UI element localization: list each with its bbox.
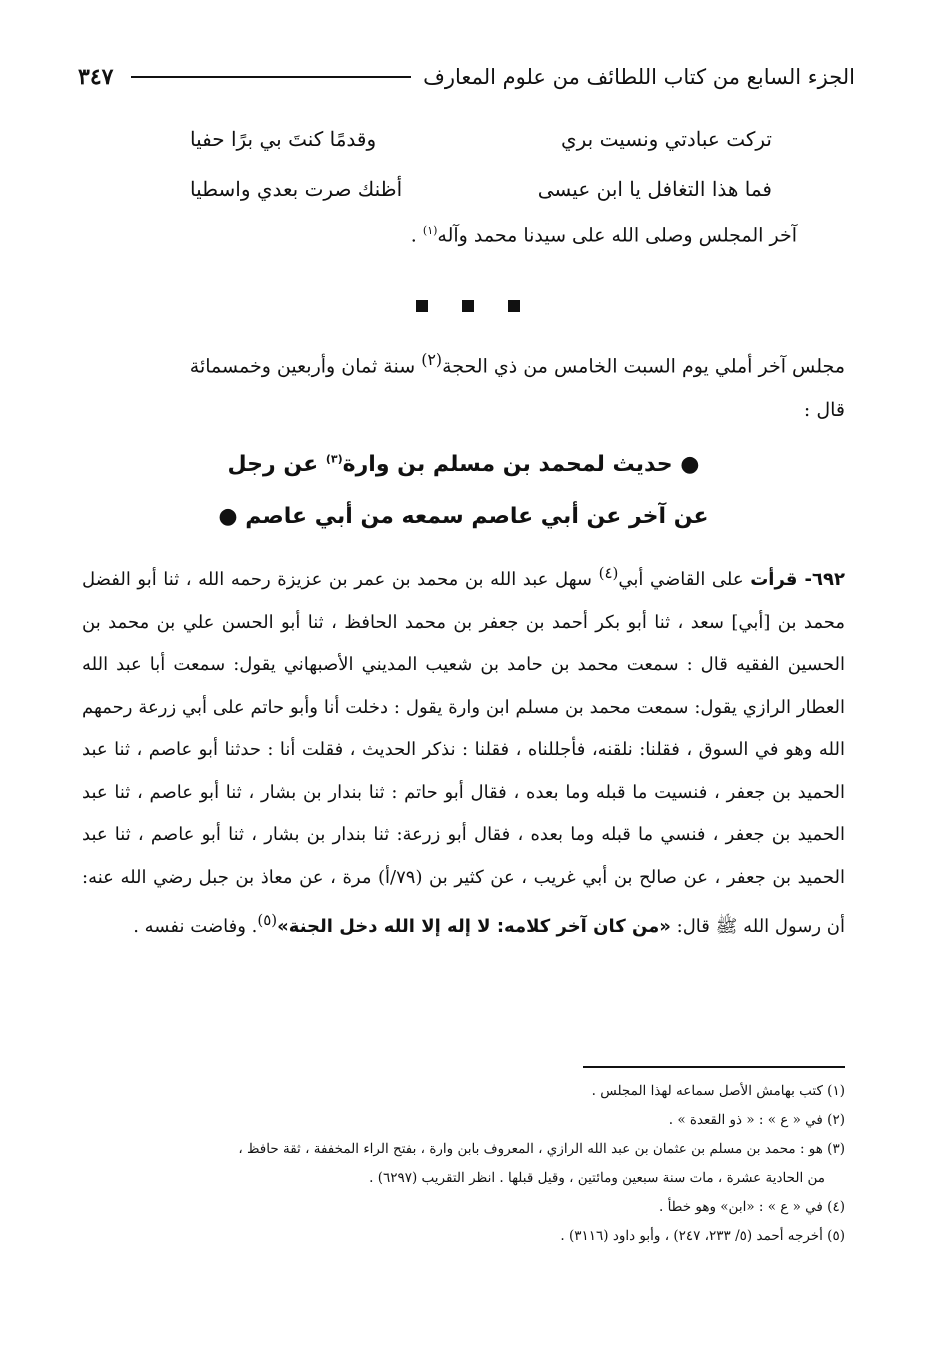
header-rule: [131, 76, 411, 78]
hadith-text: . وفاضت نفسه .: [133, 916, 258, 937]
intro-text: مجلس آخر أملي يوم السبت الخامس من ذي الحجة: [442, 355, 845, 378]
footnote-ref: (٥): [257, 911, 278, 929]
footnote-ref: (٤): [598, 564, 619, 582]
footnotes: [80, 1077, 845, 1251]
footnote-rule: [583, 1066, 845, 1068]
section-separator: [4, 300, 927, 312]
intro-text-cont: سنة ثمان وأربعين وخمسمائة: [189, 355, 422, 378]
hadith-number: ٦٩٢- قرأت: [750, 569, 845, 590]
verse-first-hemistich: فما هذا التغافل يا ابن عيسى: [537, 177, 772, 201]
verse-second-hemistich: أظنك صرت بعدي واسطيا: [190, 177, 403, 201]
page-number: ٣٤٧: [78, 64, 114, 90]
closing-text: آخر المجلس وصلى الله على سيدنا محمد وآله: [437, 224, 797, 247]
hadith-heading-line1: [60, 452, 867, 477]
hadith-quote: «من كان آخر كلامه: لا إله إلا الله دخل الجنة»: [277, 916, 671, 937]
footnote: [80, 1135, 845, 1193]
hadith-heading-line2: عن آخر عن أبي عاصم سمعه من أبي عاصم ●: [218, 504, 709, 529]
verse-first-hemistich: تركت عبادتي ونسيت بري: [560, 127, 772, 151]
footnote-ref: (٣): [325, 452, 343, 466]
poem-verse: [190, 114, 772, 164]
footnote-text: (٣) هو : محمد بن مسلم بن عثمان بن عبد الله الرازي ، المعروف بابن وارة ، بفتح الراء المخففة ، ثقة حافظ ،: [238, 1141, 845, 1157]
intro-said: قال :: [803, 399, 845, 422]
footnote: (٢) في « ع » : « ذو القعدة » .: [668, 1112, 845, 1128]
hadith-paragraph: [82, 552, 845, 949]
footnote-ref: (٢): [421, 350, 443, 369]
footnote: (١) كتب بهامش الأصل سماعه لهذا المجلس .: [591, 1083, 845, 1099]
running-title: الجزء السابع من كتاب اللطائف من علوم المعارف: [423, 65, 855, 89]
hadith-text: سهل عبد الله بن محمد بن عمر بن عزيزة رحمه الله ، ثنا أبو الفضل محمد بن [أبي] سعد ، ثنا أبو بكر أحمد بن جعفر بن محمد الحافظ ، ثنا أبو الحسن علي بن محمد بن الحسين الفقيه قال : سمعت محمد بن حامد بن شعيب المديني الأصبهاني يقول: سمعت أبا عبد الله العطار الرازي يقول: سمعت محمد بن مسلم ابن وارة يقول : دخلت أنا وأبو حاتم على أبي زرعة رحمهم الله وهو في السوق ، فقلنا: نلقنه، فأجللناه ، فقلنا : نذكر الحديث ، فقلت أنا : حدثنا أبو عاصم ، ثنا عبد الحميد بن جعفر ، فنسيت ما قبله وما بعده ، فقال أبو حاتم : ثنا بندار بن بشار ، ثنا أبو عاصم ، ثنا عبد الحميد بن جعفر ، فنسي ما قبله وما بعده ، فقال أبو زرعة: ثنا بندار بن بشار ، ثنا أبو عاصم ، ثنا عبد الحميد بن جعفر ، عن صالح بن أبي غريب ، عن كثير بن (٧٩/أ) مرة ، عن معاذ بن جبل رضي الله عنه: أن رسول الله ﷺ قال:: [82, 569, 845, 937]
hadith-text: على القاضي أبي: [618, 569, 751, 590]
session-intro: [84, 338, 845, 432]
verse-second-hemistich: وقدمًا كنتَ بي برًا حفيا: [190, 127, 377, 151]
footnote-continuation: من الحادية عشرة ، مات سنة سبعين ومائتين ، وقيل قبلها . انظر التقريب (٦٢٩٧) .: [369, 1170, 825, 1186]
footnote: (٥) أخرجه أحمد (٥/ ٢٣٣، ٢٤٧) ، وأبو داود (٣١١٦) .: [560, 1228, 845, 1244]
footnote-ref: (١): [422, 224, 438, 237]
session-closing: [411, 224, 797, 246]
heading-text: ● حديث لمحمد بن مسلم بن وارة: [342, 452, 700, 477]
footnote: (٤) في « ع » : «ابن» وهو خطأ .: [658, 1199, 845, 1215]
separator-square: [462, 300, 474, 312]
separator-square: [508, 300, 520, 312]
closing-end: .: [410, 224, 423, 247]
separator-square: [416, 300, 428, 312]
running-header: [78, 60, 855, 94]
poem: [190, 114, 772, 214]
heading-text-cont: عن رجل: [227, 452, 326, 477]
poem-verse: [190, 164, 772, 214]
